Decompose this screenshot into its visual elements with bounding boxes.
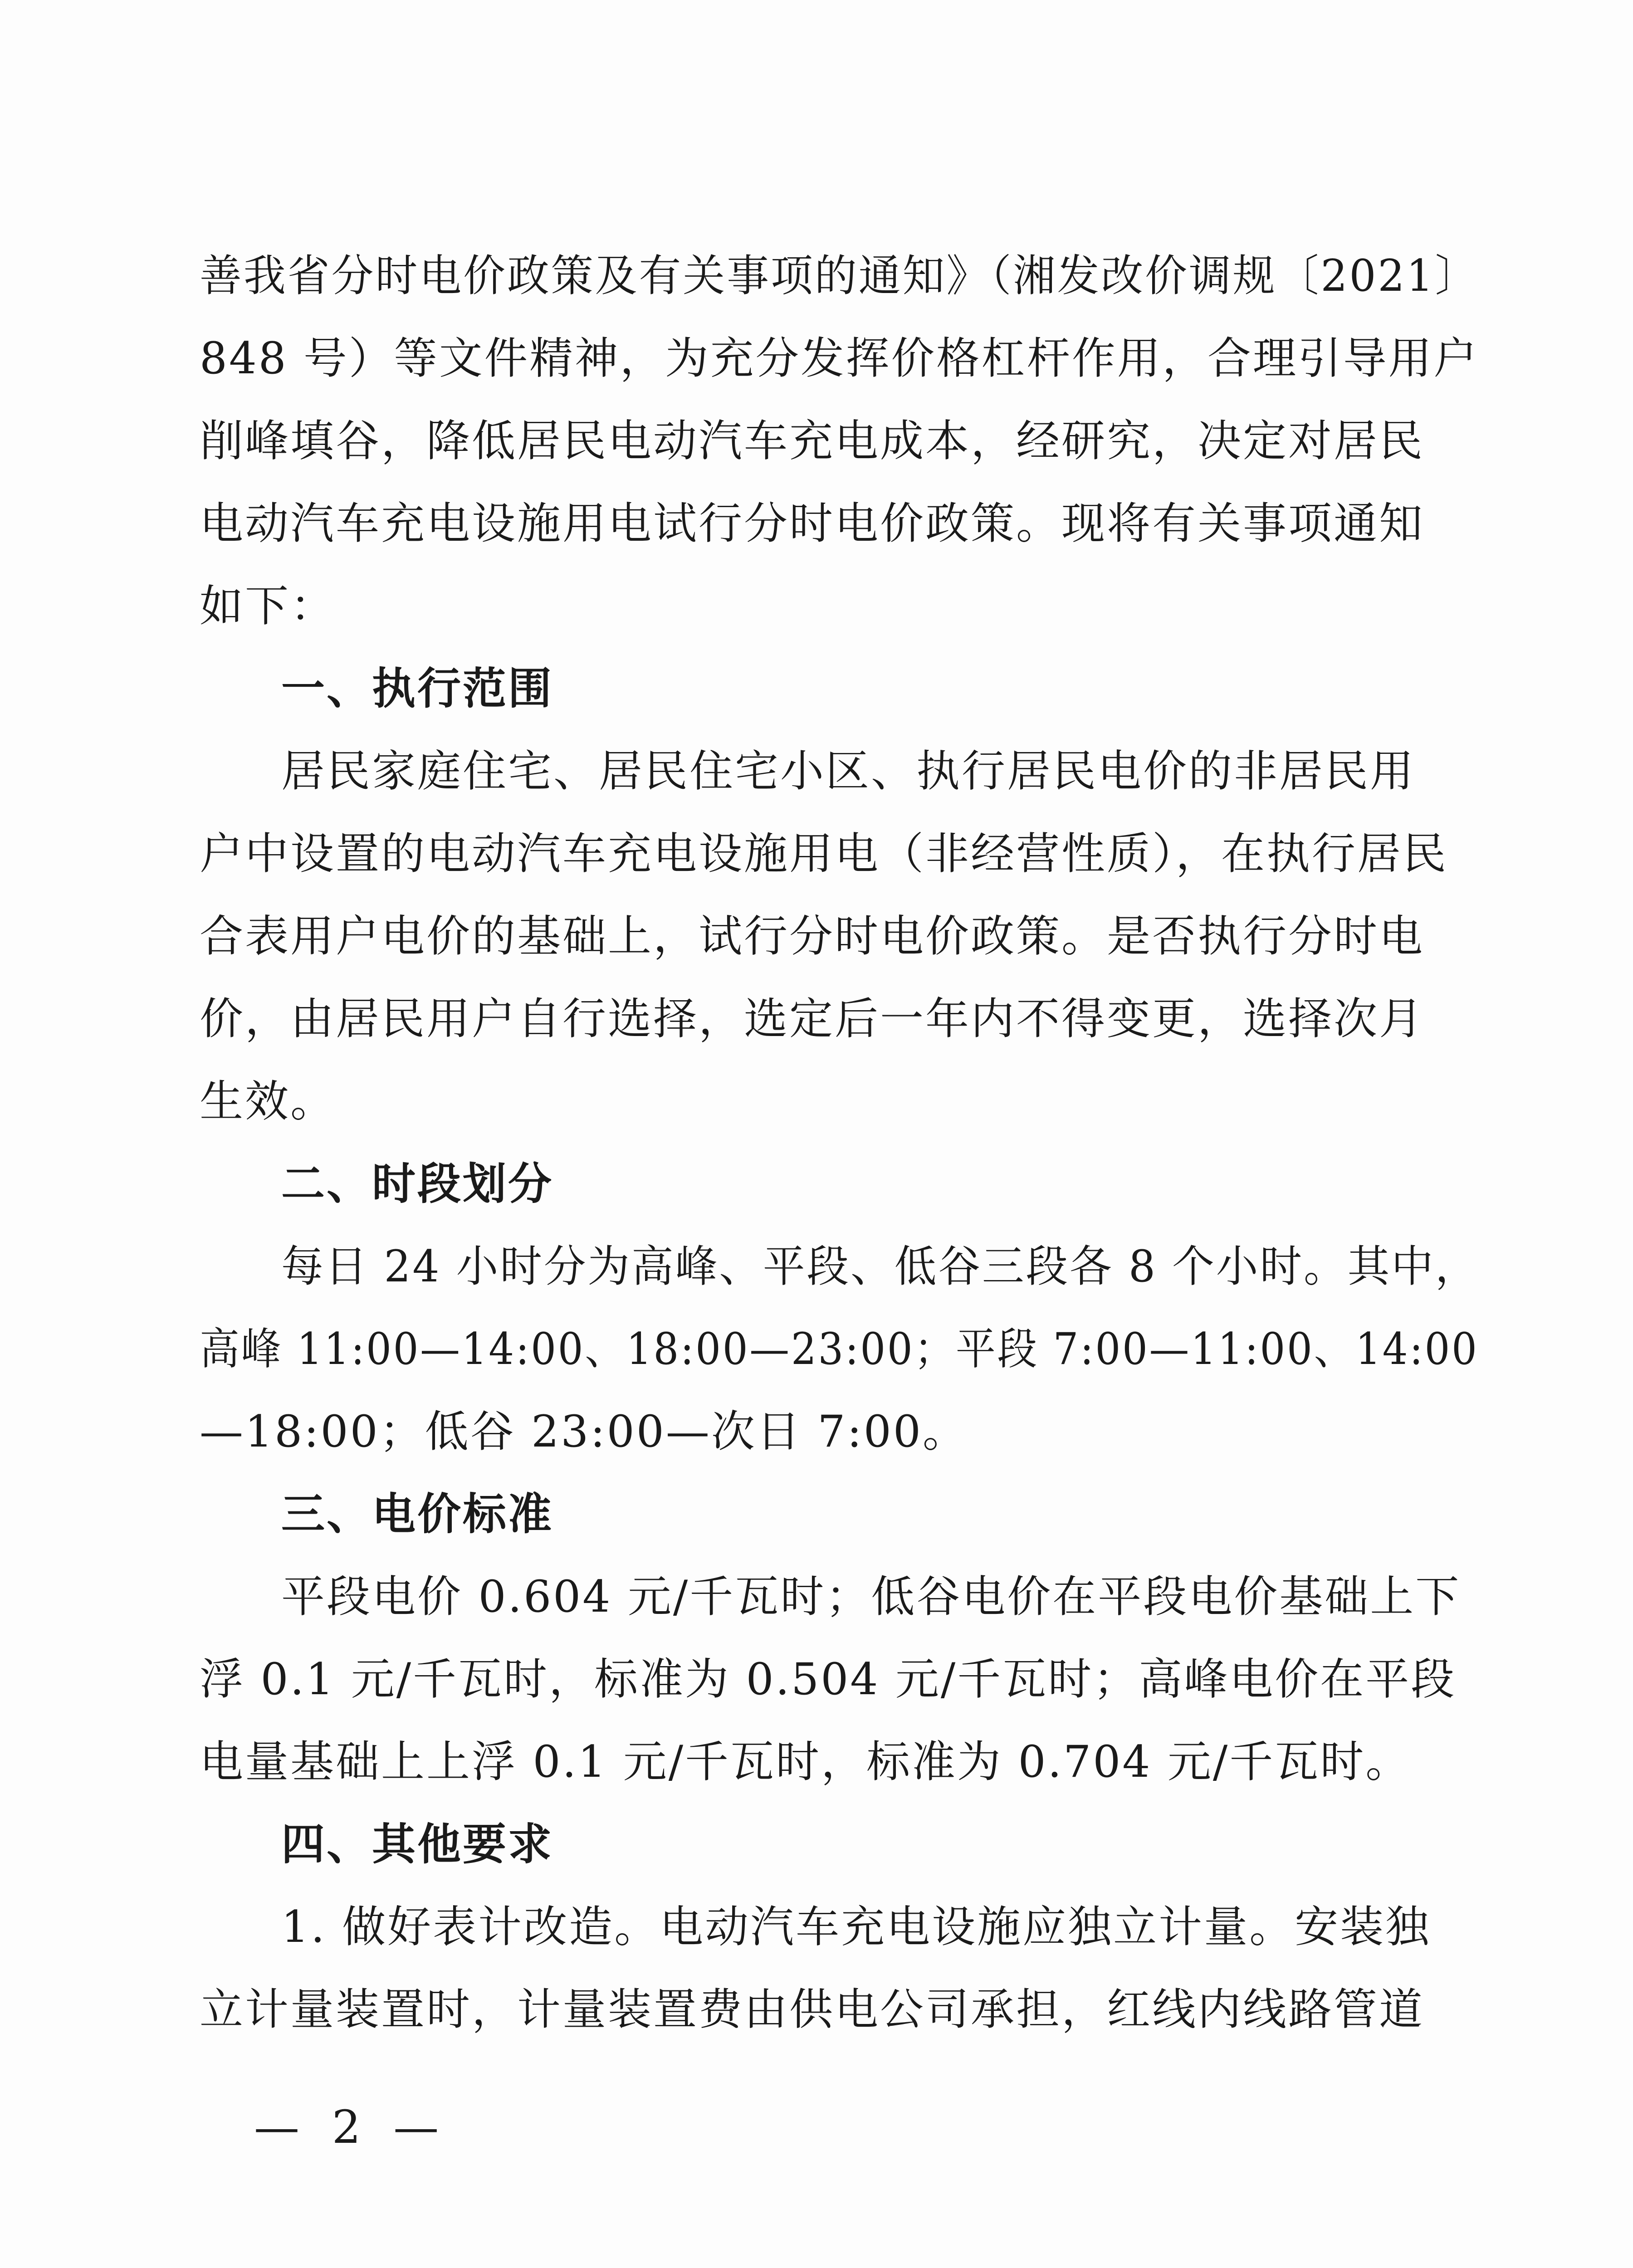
section1-line-3: 合表用户电价的基础上，试行分时电价政策。是否执行分时电 (200, 911, 1424, 962)
intro-line-1: 善我省分时电价政策及有关事项的通知》（湘发改价调规〔2021〕 (200, 250, 1479, 301)
intro-line-5: 如下： (200, 581, 336, 631)
section-heading-other-requirements: 四、其他要求 (281, 1819, 553, 1870)
section3-line-3: 电量基础上上浮 0.1 元/千瓦时，标准为 0.704 元/千瓦时。 (200, 1736, 1411, 1787)
section2-line-2: 高峰 11:00—14:00、18:00—23:00；平段 7:00—11:00、14:00 (200, 1324, 1479, 1374)
section1-line-4: 价，由居民用户自行选择，选定后一年内不得变更，选择次月 (200, 993, 1424, 1044)
section4-line-1: 1. 做好表计改造。电动汽车充电设施应独立计量。安装独 (281, 1901, 1431, 1952)
section-heading-scope: 一、执行范围 (281, 663, 553, 714)
section-heading-price-standard: 三、电价标准 (281, 1489, 553, 1540)
section-heading-time-periods: 二、时段划分 (281, 1158, 553, 1209)
intro-line-3: 削峰填谷，降低居民电动汽车充电成本，经研究，决定对居民 (200, 415, 1424, 466)
section2-line-3: —18:00；低谷 23:00—次日 7:00。 (200, 1406, 968, 1457)
intro-line-4: 电动汽车充电设施用电试行分时电价政策。现将有关事项通知 (200, 498, 1424, 549)
section1-line-1: 居民家庭住宅、居民住宅小区、执行居民电价的非居民用 (281, 746, 1415, 797)
section4-line-2: 立计量装置时，计量装置费由供电公司承担，红线内线路管道 (200, 1984, 1424, 2035)
section1-line-2: 户中设置的电动汽车充电设施用电（非经营性质），在执行居民 (200, 828, 1448, 879)
section3-line-2: 浮 0.1 元/千瓦时，标准为 0.504 元/千瓦时；高峰电价在平段 (200, 1654, 1457, 1705)
section2-line-1: 每日 24 小时分为高峰、平段、低谷三段各 8 个小时。其中， (281, 1241, 1479, 1292)
section1-line-5: 生效。 (200, 1076, 336, 1127)
page-number: — 2 — (254, 2101, 448, 2154)
section3-line-1: 平段电价 0.604 元/千瓦时；低谷电价在平段电价基础上下 (281, 1571, 1461, 1622)
intro-line-2: 848 号）等文件精神，为充分发挥价格杠杆作用，合理引导用户 (200, 333, 1479, 384)
